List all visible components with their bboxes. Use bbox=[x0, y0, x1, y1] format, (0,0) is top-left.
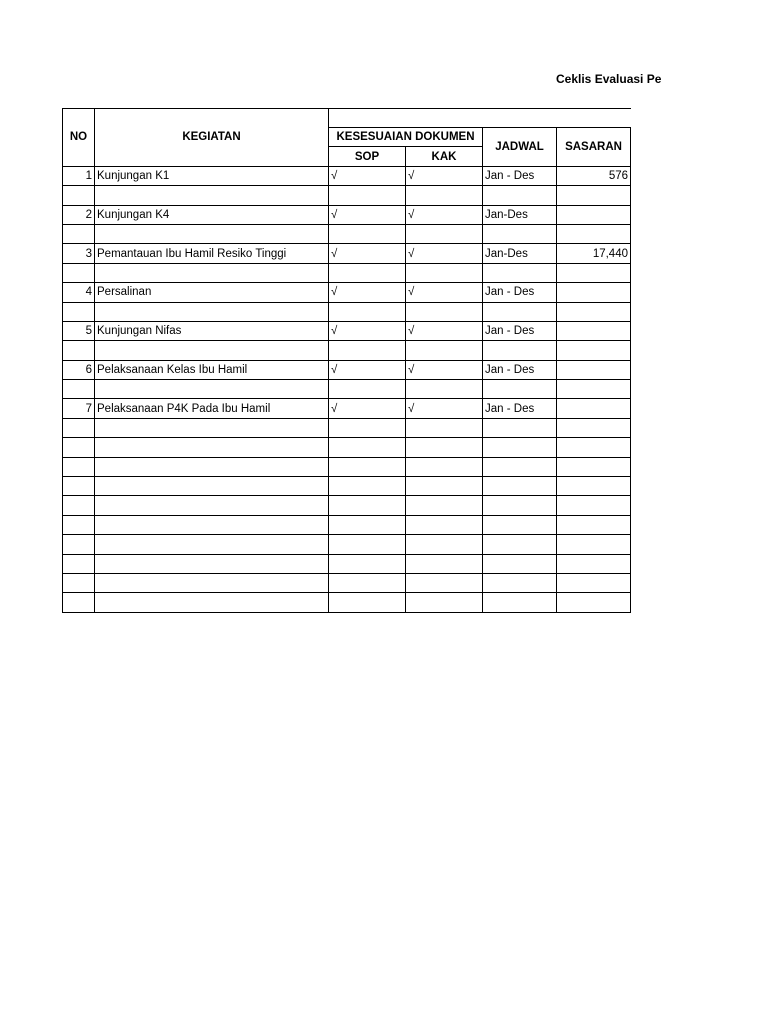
table-row bbox=[63, 535, 631, 554]
cell-kegiatan bbox=[95, 438, 329, 457]
cell-sop bbox=[329, 496, 406, 515]
cell-sop bbox=[329, 341, 406, 360]
cell-sop bbox=[329, 457, 406, 476]
cell-sop: √ bbox=[329, 166, 406, 185]
table-row bbox=[63, 593, 631, 612]
cell-no: 2 bbox=[63, 205, 95, 224]
cell-jadwal bbox=[483, 535, 557, 554]
cell-jadwal: Jan - Des bbox=[483, 283, 557, 302]
table-row bbox=[63, 496, 631, 515]
cell-sasaran bbox=[557, 283, 631, 302]
cell-jadwal bbox=[483, 380, 557, 399]
cell-sop bbox=[329, 554, 406, 573]
cell-no bbox=[63, 554, 95, 573]
cell-kegiatan: Pelaksanaan Kelas Ibu Hamil bbox=[95, 360, 329, 379]
cell-kak bbox=[406, 302, 483, 321]
cell-jadwal: Jan - Des bbox=[483, 166, 557, 185]
header-blank-band bbox=[329, 109, 631, 128]
cell-kak bbox=[406, 224, 483, 243]
cell-kak bbox=[406, 438, 483, 457]
cell-sop bbox=[329, 418, 406, 437]
cell-kak bbox=[406, 554, 483, 573]
cell-jadwal bbox=[483, 515, 557, 534]
table-row bbox=[63, 380, 631, 399]
cell-kak bbox=[406, 535, 483, 554]
cell-jadwal bbox=[483, 186, 557, 205]
cell-no: 3 bbox=[63, 244, 95, 263]
cell-kegiatan bbox=[95, 263, 329, 282]
table-row bbox=[63, 244, 631, 263]
cell-sasaran bbox=[557, 224, 631, 243]
cell-sasaran bbox=[557, 457, 631, 476]
cell-no bbox=[63, 593, 95, 612]
cell-kegiatan bbox=[95, 457, 329, 476]
cell-kegiatan bbox=[95, 554, 329, 573]
cell-sasaran bbox=[557, 593, 631, 612]
table-row bbox=[63, 360, 631, 379]
cell-no: 4 bbox=[63, 283, 95, 302]
cell-jadwal: Jan - Des bbox=[483, 399, 557, 418]
cell-sop: √ bbox=[329, 205, 406, 224]
cell-sasaran bbox=[557, 263, 631, 282]
cell-sasaran bbox=[557, 535, 631, 554]
cell-kegiatan bbox=[95, 418, 329, 437]
table-row bbox=[63, 457, 631, 476]
cell-sasaran bbox=[557, 186, 631, 205]
cell-kak bbox=[406, 418, 483, 437]
cell-sasaran bbox=[557, 321, 631, 340]
header-kesesuaian-dokumen: KESESUAIAN DOKUMEN bbox=[329, 128, 483, 147]
cell-sop: √ bbox=[329, 244, 406, 263]
cell-kegiatan: Kunjungan K4 bbox=[95, 205, 329, 224]
cell-kak bbox=[406, 515, 483, 534]
cell-kegiatan bbox=[95, 477, 329, 496]
cell-sop bbox=[329, 438, 406, 457]
cell-kegiatan: Persalinan bbox=[95, 283, 329, 302]
cell-sasaran bbox=[557, 399, 631, 418]
cell-sop bbox=[329, 593, 406, 612]
cell-no: 1 bbox=[63, 166, 95, 185]
cell-jadwal: Jan - Des bbox=[483, 360, 557, 379]
cell-jadwal bbox=[483, 496, 557, 515]
cell-sasaran bbox=[557, 418, 631, 437]
cell-kegiatan bbox=[95, 573, 329, 592]
cell-sop bbox=[329, 535, 406, 554]
cell-sasaran bbox=[557, 341, 631, 360]
cell-kegiatan bbox=[95, 515, 329, 534]
cell-kegiatan: Kunjungan Nifas bbox=[95, 321, 329, 340]
cell-kegiatan bbox=[95, 496, 329, 515]
cell-kegiatan bbox=[95, 535, 329, 554]
cell-jadwal bbox=[483, 573, 557, 592]
cell-no bbox=[63, 496, 95, 515]
cell-kegiatan bbox=[95, 341, 329, 360]
cell-jadwal bbox=[483, 457, 557, 476]
cell-kegiatan bbox=[95, 380, 329, 399]
cell-no: 7 bbox=[63, 399, 95, 418]
cell-kegiatan bbox=[95, 224, 329, 243]
cell-sop bbox=[329, 477, 406, 496]
cell-kak: √ bbox=[406, 321, 483, 340]
table-row bbox=[63, 283, 631, 302]
cell-jadwal bbox=[483, 438, 557, 457]
table-row bbox=[63, 554, 631, 573]
cell-sasaran: 576 bbox=[557, 166, 631, 185]
cell-no bbox=[63, 457, 95, 476]
cell-no bbox=[63, 573, 95, 592]
cell-jadwal bbox=[483, 224, 557, 243]
cell-no bbox=[63, 515, 95, 534]
cell-kegiatan bbox=[95, 593, 329, 612]
cell-jadwal: Jan - Des bbox=[483, 321, 557, 340]
header-kak: KAK bbox=[406, 147, 483, 166]
cell-kak bbox=[406, 186, 483, 205]
cell-no bbox=[63, 186, 95, 205]
cell-kegiatan bbox=[95, 186, 329, 205]
table-row bbox=[63, 205, 631, 224]
table-row bbox=[63, 418, 631, 437]
table-row bbox=[63, 186, 631, 205]
cell-sop: √ bbox=[329, 360, 406, 379]
cell-sop bbox=[329, 224, 406, 243]
cell-kak: √ bbox=[406, 360, 483, 379]
table-row bbox=[63, 302, 631, 321]
cell-kak bbox=[406, 573, 483, 592]
cell-kak: √ bbox=[406, 399, 483, 418]
table-row bbox=[63, 477, 631, 496]
cell-kegiatan: Pelaksanaan P4K Pada Ibu Hamil bbox=[95, 399, 329, 418]
cell-no bbox=[63, 224, 95, 243]
cell-kegiatan: Pemantauan Ibu Hamil Resiko Tinggi bbox=[95, 244, 329, 263]
cell-sop bbox=[329, 380, 406, 399]
cell-sasaran: 17,440 bbox=[557, 244, 631, 263]
cell-sasaran bbox=[557, 573, 631, 592]
table-row bbox=[63, 166, 631, 185]
cell-jadwal bbox=[483, 341, 557, 360]
cell-sasaran bbox=[557, 302, 631, 321]
cell-sop bbox=[329, 302, 406, 321]
cell-no bbox=[63, 477, 95, 496]
cell-sop bbox=[329, 573, 406, 592]
table-row bbox=[63, 341, 631, 360]
cell-jadwal bbox=[483, 263, 557, 282]
cell-jadwal bbox=[483, 477, 557, 496]
cell-jadwal: Jan-Des bbox=[483, 244, 557, 263]
checklist-table bbox=[62, 108, 631, 613]
cell-sop: √ bbox=[329, 399, 406, 418]
cell-jadwal bbox=[483, 418, 557, 437]
cell-sasaran bbox=[557, 496, 631, 515]
cell-sop: √ bbox=[329, 321, 406, 340]
cell-kak bbox=[406, 341, 483, 360]
cell-kegiatan: Kunjungan K1 bbox=[95, 166, 329, 185]
cell-jadwal bbox=[483, 593, 557, 612]
cell-sop bbox=[329, 263, 406, 282]
page-title: Ceklis Evaluasi Pe bbox=[556, 72, 662, 86]
cell-sasaran bbox=[557, 477, 631, 496]
header-sop: SOP bbox=[329, 147, 406, 166]
header-kegiatan: KEGIATAN bbox=[95, 109, 329, 167]
cell-no bbox=[63, 418, 95, 437]
cell-kak bbox=[406, 496, 483, 515]
cell-kak bbox=[406, 477, 483, 496]
cell-sasaran bbox=[557, 380, 631, 399]
cell-sop bbox=[329, 186, 406, 205]
table-row bbox=[63, 573, 631, 592]
cell-jadwal bbox=[483, 302, 557, 321]
cell-kak bbox=[406, 380, 483, 399]
cell-kak: √ bbox=[406, 205, 483, 224]
cell-no bbox=[63, 535, 95, 554]
cell-kak bbox=[406, 457, 483, 476]
cell-sasaran bbox=[557, 438, 631, 457]
cell-jadwal: Jan-Des bbox=[483, 205, 557, 224]
table-row bbox=[63, 399, 631, 418]
cell-no bbox=[63, 302, 95, 321]
cell-kegiatan bbox=[95, 302, 329, 321]
cell-no bbox=[63, 438, 95, 457]
cell-jadwal bbox=[483, 554, 557, 573]
cell-kak bbox=[406, 263, 483, 282]
cell-kak bbox=[406, 593, 483, 612]
cell-no: 5 bbox=[63, 321, 95, 340]
cell-kak: √ bbox=[406, 244, 483, 263]
cell-no bbox=[63, 263, 95, 282]
cell-sasaran bbox=[557, 515, 631, 534]
cell-sasaran bbox=[557, 554, 631, 573]
cell-sasaran bbox=[557, 360, 631, 379]
cell-no bbox=[63, 380, 95, 399]
cell-sop bbox=[329, 515, 406, 534]
header-jadwal: JADWAL bbox=[483, 128, 557, 167]
header-sasaran: SASARAN bbox=[557, 128, 631, 167]
table-row bbox=[63, 515, 631, 534]
cell-no: 6 bbox=[63, 360, 95, 379]
cell-sop: √ bbox=[329, 283, 406, 302]
header-no: NO bbox=[63, 109, 95, 167]
cell-kak: √ bbox=[406, 283, 483, 302]
cell-sasaran bbox=[557, 205, 631, 224]
cell-no bbox=[63, 341, 95, 360]
table-row bbox=[63, 263, 631, 282]
table-row bbox=[63, 438, 631, 457]
table-row bbox=[63, 224, 631, 243]
cell-kak: √ bbox=[406, 166, 483, 185]
table-row bbox=[63, 321, 631, 340]
